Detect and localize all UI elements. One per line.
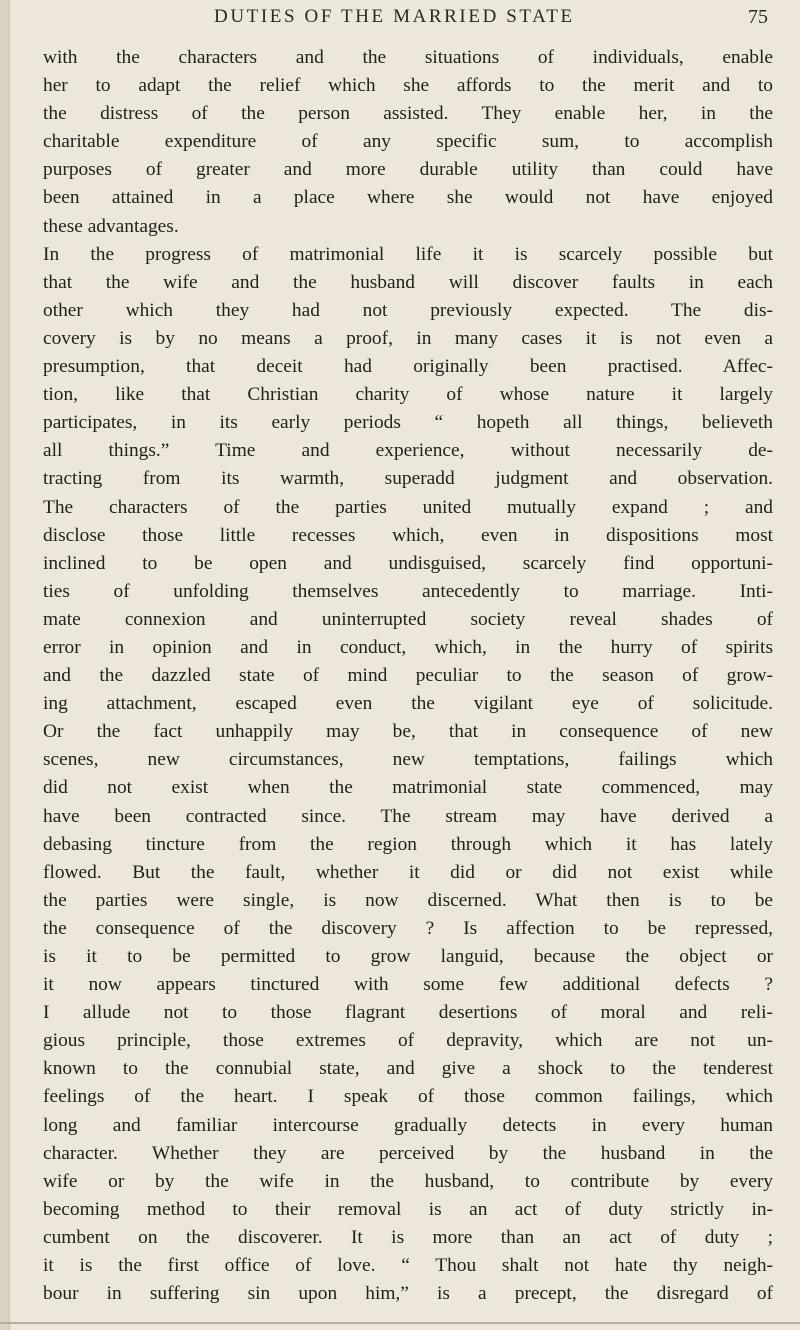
text-line: it now appears tinctured with some few additional defects ?	[43, 974, 773, 996]
text-line: presumption, that deceit had originally been practised. Affec-	[43, 356, 773, 378]
text-line: it is the first office of love. “ Thou shalt not hate thy neigh-	[43, 1255, 773, 1277]
text-line: debasing tincture from the region through which it has lately	[43, 833, 773, 855]
text-line: the consequence of the discovery ? Is affection to be repressed,	[43, 917, 773, 939]
text-line: disclose those little recesses which, even in dispositions most	[43, 524, 773, 546]
text-line: charitable expenditure of any specific sum, to accomplish	[43, 131, 773, 153]
text-line: character. Whether they are perceived by the husband in the	[43, 1142, 773, 1164]
text-line: wife or by the wife in the husband, to contribute by every	[43, 1170, 773, 1192]
text-line: cumbent on the discoverer. It is more than an act of duty ;	[43, 1226, 773, 1248]
text-line: known to the connubial state, and give a shock to the tenderest	[43, 1058, 773, 1080]
text-line: purposes of greater and more durable utility than could have	[43, 159, 773, 181]
text-line: and the dazzled state of mind peculiar to the season of grow-	[43, 665, 773, 687]
text-line: been attained in a place where she would not have enjoyed	[43, 187, 773, 209]
text-line: tion, like that Christian charity of whose nature it largely	[43, 384, 773, 406]
text-line: I allude not to those flagrant desertions of moral and reli-	[43, 1002, 773, 1024]
running-head	[0, 6, 800, 32]
text-line: all things.” Time and experience, without necessarily de-	[43, 440, 773, 462]
text-line: ties of unfolding themselves antecedently to marriage. Inti-	[43, 580, 773, 602]
body-text	[43, 44, 773, 1308]
text-line: Or the fact unhappily may be, that in consequence of new	[43, 721, 773, 743]
page-binding-edge	[0, 0, 10, 1330]
text-line: gious principle, those extremes of depravity, which are not un-	[43, 1030, 773, 1052]
text-line: participates, in its early periods “ hopeth all things, believeth	[43, 412, 773, 434]
text-line: her to adapt the relief which she affords to the merit and to	[43, 75, 773, 97]
text-line: In the progress of matrimonial life it is scarcely possible but	[43, 243, 773, 265]
text-line: covery is by no means a proof, in many cases it is not even a	[43, 327, 773, 349]
text-line: the distress of the person assisted. They enable her, in the	[43, 103, 773, 125]
text-line: tracting from its warmth, superadd judgment and observation.	[43, 468, 773, 490]
text-line: have been contracted since. The stream may have derived a	[43, 805, 773, 827]
text-line: other which they had not previously expected. The dis-	[43, 299, 773, 321]
text-line: with the characters and the situations of individuals, enable	[43, 47, 773, 68]
text-line: scenes, new circumstances, new temptations, failings which	[43, 749, 773, 771]
text-line: error in opinion and in conduct, which, in the hurry of spirits	[43, 636, 773, 658]
page-number: 75	[748, 6, 768, 28]
text-line: mate connexion and uninterrupted society reveal shades of	[43, 608, 773, 630]
text-line: did not exist when the matrimonial state commenced, may	[43, 777, 773, 799]
text-line: The characters of the parties united mutually expand ; and	[43, 496, 773, 518]
text-line: ing attachment, escaped even the vigilant eye of solicitude.	[43, 693, 773, 715]
text-line: flowed. But the fault, whether it did or did not exist while	[43, 861, 773, 883]
text-line: the parties were single, is now discerned. What then is to be	[43, 889, 773, 911]
text-line: these advantages.	[43, 215, 179, 237]
text-line: inclined to be open and undisguised, scarcely find opportuni-	[43, 552, 773, 574]
text-line: bour in suffering sin upon him,” is a precept, the disregard of	[43, 1283, 773, 1305]
text-line: feelings of the heart. I speak of those common failings, which	[43, 1086, 773, 1108]
page-bottom-edge	[0, 1322, 800, 1324]
text-line: is it to be permitted to grow languid, because the object or	[43, 946, 773, 967]
text-line: that the wife and the husband will discover faults in each	[43, 271, 773, 293]
running-head-title: DUTIES OF THE MARRIED STATE	[214, 6, 575, 27]
text-line: long and familiar intercourse gradually detects in every human	[43, 1114, 773, 1136]
text-line: becoming method to their removal is an act of duty strictly in-	[43, 1198, 773, 1220]
